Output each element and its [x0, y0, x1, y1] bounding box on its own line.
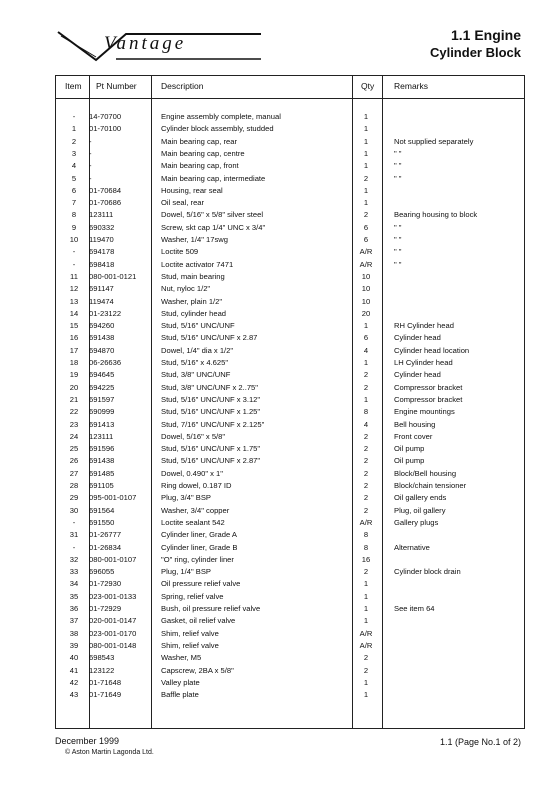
table-row — [56, 369, 524, 381]
table-row — [56, 283, 524, 295]
row-part-number: 01-72929 — [89, 604, 122, 613]
table-row — [56, 160, 524, 172]
row-item: - — [72, 247, 76, 257]
table-row — [56, 665, 524, 677]
row-item: - — [72, 517, 76, 527]
row-description: Stud, 5/16" UNC/UNF x 2.87" — [161, 456, 261, 466]
row-item: 13 — [69, 296, 79, 306]
column-header-item: Item — [65, 81, 82, 91]
row-part-number: 01-26777 — [89, 530, 122, 540]
row-description: Oil seal, rear — [161, 198, 205, 208]
row-remarks: " " — [394, 173, 402, 183]
row-part-number: 691147 — [89, 284, 114, 294]
row-item: 37 — [69, 616, 79, 626]
row-qty: 1 — [363, 394, 369, 404]
table-row — [56, 234, 524, 246]
table-row — [56, 394, 524, 406]
row-qty: 2 — [363, 468, 369, 478]
column-header-remarks: Remarks — [394, 81, 429, 91]
row-part-number: - — [89, 136, 92, 146]
row-remarks: RH Cylinder head — [394, 321, 454, 331]
row-description: Stud, cylinder head — [161, 308, 227, 318]
row-item: 9 — [71, 222, 77, 232]
row-qty: A/R — [359, 628, 373, 638]
column-header-description: Description — [161, 81, 204, 91]
row-part-number: 123111 — [89, 210, 114, 220]
table-row — [56, 480, 524, 492]
row-part-number: 691413 — [89, 419, 115, 429]
row-part-number: 080-001-0107 — [89, 554, 137, 564]
row-part-number: - — [89, 161, 92, 171]
table-row — [56, 554, 524, 566]
row-description: Stud, 5/16" UNC/UNF x 1.75" — [161, 444, 261, 454]
row-qty: 2 — [363, 444, 369, 454]
row-description: Stud, 5/16" UNC/UNF x 2.87 — [161, 333, 258, 343]
row-item: 22 — [69, 407, 79, 417]
table-row — [56, 173, 524, 185]
table-row — [56, 148, 524, 160]
row-qty: 8 — [363, 530, 369, 540]
row-description: Plug, 1/4" BSP — [161, 567, 211, 577]
row-part-number: 691564 — [89, 505, 115, 515]
row-part-number: - — [89, 148, 92, 158]
table-row — [56, 357, 524, 369]
row-description: Loctite activator 7471 — [161, 259, 234, 269]
table-row — [56, 431, 524, 443]
row-item: 24 — [69, 431, 79, 441]
row-part-number: 691438 — [89, 456, 115, 466]
row-description: Loctite sealant 542 — [161, 517, 225, 527]
table-row — [56, 492, 524, 504]
row-item: 5 — [71, 173, 77, 183]
row-item: - — [72, 542, 76, 552]
row-description: Washer, plain 1/2" — [161, 296, 223, 306]
row-qty: 4 — [363, 345, 369, 355]
row-remarks: " " — [394, 235, 402, 244]
table-row — [56, 259, 524, 271]
row-qty: 2 — [363, 210, 369, 220]
row-part-number: 694645 — [89, 370, 115, 380]
row-qty: 10 — [361, 296, 371, 306]
row-description: Gasket, oil relief valve — [161, 616, 236, 626]
row-remarks: Compressor bracket — [394, 394, 463, 404]
row-part-number: - — [89, 173, 92, 183]
row-item: 41 — [69, 665, 79, 675]
row-remarks: " " — [394, 161, 402, 171]
row-qty: 1 — [363, 690, 369, 700]
row-description: Nut, nyloc 1/2" — [161, 284, 211, 294]
row-part-number: 694260 — [89, 321, 115, 331]
row-item: 29 — [69, 493, 79, 503]
row-description: Main bearing cap, intermediate — [161, 173, 266, 183]
row-part-number: 694225 — [89, 382, 115, 392]
row-remarks: Front cover — [394, 431, 433, 441]
table-row — [56, 222, 524, 234]
row-description: Stud, 5/16" UNC/UNF — [161, 321, 235, 331]
row-description: Capscrew, 2BA x 5/8" — [161, 665, 234, 675]
row-part-number: 691485 — [89, 468, 115, 478]
table-row — [56, 628, 524, 640]
row-qty: 6 — [363, 235, 369, 244]
row-item: 38 — [69, 628, 79, 638]
row-qty: 2 — [363, 173, 369, 183]
row-remarks: Block/chain tensioner — [394, 481, 467, 490]
row-part-number: 698543 — [89, 653, 115, 663]
row-remarks: Not supplied separately — [394, 136, 474, 146]
row-item: 28 — [69, 481, 79, 490]
row-part-number: 080-001-0121 — [89, 271, 137, 281]
row-qty: A/R — [359, 259, 373, 269]
row-item: 18 — [69, 358, 79, 367]
row-qty: 1 — [363, 616, 369, 626]
table-row — [56, 185, 524, 197]
row-description: Shim, relief valve — [161, 640, 219, 650]
row-qty: 1 — [363, 112, 369, 121]
row-qty: A/R — [359, 640, 373, 650]
row-item: 19 — [69, 370, 79, 380]
row-qty: 2 — [363, 493, 369, 503]
row-description: Stud, main bearing — [161, 271, 225, 281]
table-row — [56, 332, 524, 344]
row-remarks: Oil pump — [394, 444, 425, 454]
row-qty: 2 — [363, 653, 369, 663]
table-row — [56, 419, 524, 431]
row-item: 16 — [69, 333, 79, 343]
row-part-number: 01-70100 — [89, 124, 122, 134]
row-description: Stud, 7/16" UNC/UNF x 2.125" — [161, 419, 265, 429]
row-item: 8 — [71, 210, 77, 220]
row-part-number: 694178 — [89, 247, 115, 257]
row-qty: 1 — [363, 591, 369, 601]
row-qty: A/R — [359, 247, 373, 257]
row-description: Cylinder block assembly, studded — [161, 124, 274, 134]
row-description: Cylinder liner, Grade A — [161, 530, 237, 540]
table-row — [56, 517, 524, 529]
table-row — [56, 123, 524, 135]
row-remarks: Engine mountings — [394, 407, 455, 417]
row-remarks: See item 64 — [394, 604, 435, 613]
row-remarks: Oil gallery ends — [394, 493, 447, 503]
row-item: 11 — [70, 271, 78, 281]
logo-text: Vantage — [104, 33, 187, 54]
row-item: 30 — [69, 505, 79, 515]
row-item: - — [72, 259, 76, 269]
table-row — [56, 111, 524, 123]
row-qty: 1 — [363, 161, 369, 171]
row-item: 39 — [69, 640, 79, 650]
row-qty: 2 — [363, 567, 369, 577]
table-row — [56, 136, 524, 148]
row-qty: 20 — [361, 308, 371, 318]
row-qty: 1 — [363, 136, 369, 146]
row-remarks: Cylinder head — [394, 333, 441, 343]
row-description: Oil pressure relief valve — [161, 579, 241, 589]
row-description: Bush, oil pressure relief valve — [161, 604, 261, 613]
row-part-number: 119470 — [89, 235, 114, 244]
row-qty: 2 — [363, 665, 369, 675]
row-qty: 1 — [363, 358, 369, 367]
table-row — [56, 677, 524, 689]
row-description: Washer, 3/4" copper — [161, 505, 230, 515]
row-part-number: 690332 — [89, 222, 115, 232]
row-part-number: 123111 — [89, 431, 114, 441]
row-part-number: 095-001-0107 — [89, 493, 137, 503]
row-description: Stud, 3/8" UNC/UNF — [161, 370, 231, 380]
row-item: 25 — [69, 444, 79, 454]
section-number: 1.1 Engine — [450, 27, 521, 43]
row-description: Dowel, 5/16" x 5/8" — [161, 431, 226, 441]
row-description: Spring, relief valve — [161, 591, 224, 601]
row-qty: 16 — [361, 554, 371, 564]
table-row — [56, 603, 524, 615]
row-remarks: LH Cylinder head — [394, 358, 453, 367]
row-part-number: 01-70686 — [89, 198, 122, 208]
row-description: Washer, M5 — [161, 653, 202, 663]
table-row — [56, 542, 524, 554]
table-row — [56, 578, 524, 590]
row-item: 32 — [69, 554, 79, 564]
row-description: Main bearing cap, centre — [161, 148, 245, 158]
row-description: Plug, 3/4" BSP — [161, 493, 211, 503]
row-item: 40 — [69, 653, 79, 663]
row-qty: 1 — [363, 148, 369, 158]
row-part-number: 06-26636 — [89, 358, 122, 367]
row-qty: 2 — [363, 431, 369, 441]
row-item: 35 — [69, 591, 79, 601]
row-description: Main bearing cap, front — [161, 161, 239, 171]
row-qty: A/R — [359, 517, 373, 527]
row-remarks: " " — [394, 222, 402, 232]
table-row — [56, 689, 524, 701]
footer-copyright: © Aston Martin Lagonda Ltd. — [65, 749, 154, 756]
row-item: 42 — [69, 677, 79, 687]
row-item: 26 — [69, 456, 79, 466]
table-row — [56, 652, 524, 664]
row-part-number: 023-001-0133 — [89, 591, 137, 601]
row-item: 10 — [69, 235, 79, 244]
row-part-number: 01-70684 — [89, 185, 122, 195]
table-header — [56, 76, 524, 99]
row-qty: 10 — [361, 271, 371, 281]
row-remarks: Alternative — [394, 542, 430, 552]
table-row — [56, 615, 524, 627]
row-description: Screw, skt cap 1/4" UNC x 3/4" — [161, 222, 266, 232]
row-description: Stud, 3/8" UNC/UNF x 2..75" — [161, 382, 258, 392]
row-description: "O" ring, cylinder liner — [161, 554, 234, 564]
row-item: 17 — [69, 345, 79, 355]
row-qty: 1 — [363, 677, 369, 687]
row-part-number: 691438 — [89, 333, 115, 343]
row-description: Dowel, 5/16" x 5/8" silver steel — [161, 210, 264, 220]
row-part-number: 696055 — [89, 567, 115, 577]
row-part-number: 123122 — [89, 665, 115, 675]
row-remarks: Cylinder block drain — [394, 567, 461, 577]
row-description: Dowel, 0.490" x 1" — [161, 468, 223, 478]
row-description: Ring dowel, 0.187 ID — [161, 481, 232, 490]
row-remarks: Oil pump — [394, 456, 425, 466]
row-part-number: 691597 — [89, 394, 115, 404]
row-description: Valley plate — [161, 677, 200, 687]
table-row — [56, 271, 524, 283]
row-description: Engine assembly complete, manual — [161, 112, 281, 121]
footer-left — [55, 736, 154, 758]
row-remarks: Gallery plugs — [394, 517, 439, 527]
row-description: Stud, 5/16" UNC/UNF x 1.25" — [161, 407, 261, 417]
row-part-number: 01-23122 — [89, 308, 122, 318]
row-part-number: 01-71648 — [89, 677, 122, 687]
row-part-number: 119474 — [89, 296, 114, 306]
row-qty: 2 — [363, 505, 369, 515]
row-item: 34 — [69, 579, 79, 589]
row-part-number: 020-001-0147 — [89, 616, 137, 626]
row-qty: 1 — [363, 579, 369, 589]
row-remarks: Cylinder head — [394, 370, 441, 380]
row-description: Washer, 1/4" 17swg — [161, 235, 228, 244]
row-qty: 1 — [363, 198, 369, 208]
table-row — [56, 468, 524, 480]
table-row — [56, 455, 524, 467]
row-description: Housing, rear seal — [161, 185, 223, 195]
row-description: Stud, 5/16" x 4.625" — [161, 358, 229, 367]
row-item: 3 — [71, 148, 77, 158]
row-remarks: " " — [394, 247, 402, 257]
table-row — [56, 505, 524, 517]
row-description: Baffle plate — [161, 690, 199, 700]
row-item: 43 — [69, 690, 79, 700]
table-row — [56, 308, 524, 320]
row-description: Main bearing cap, rear — [161, 136, 237, 146]
row-item: 4 — [71, 161, 77, 171]
table-row — [56, 296, 524, 308]
row-remarks: Plug, oil gallery — [394, 505, 446, 515]
table-row — [56, 406, 524, 418]
row-qty: 1 — [363, 321, 369, 331]
row-item: 31 — [69, 530, 79, 540]
row-item: 1 — [71, 124, 77, 134]
row-qty: 2 — [363, 370, 369, 380]
row-remarks: Compressor bracket — [394, 382, 463, 392]
table-row — [56, 566, 524, 578]
row-qty: 2 — [363, 382, 369, 392]
row-qty: 2 — [363, 481, 369, 490]
row-qty: 1 — [363, 185, 369, 195]
table-row — [56, 320, 524, 332]
table-row — [56, 382, 524, 394]
row-part-number: 694870 — [89, 345, 115, 355]
column-header-qty: Qty — [361, 81, 375, 91]
table-row — [56, 209, 524, 221]
row-qty: 8 — [363, 542, 369, 552]
table-row — [56, 246, 524, 258]
section-subtitle: Cylinder Block — [429, 45, 521, 60]
row-part-number: 691550 — [89, 517, 115, 527]
row-item: 14 — [69, 308, 79, 318]
parts-table — [55, 75, 525, 729]
row-description: Stud, 5/16" UNC/UNF x 3.12" — [161, 394, 261, 404]
row-remarks: Bell housing — [394, 419, 436, 429]
footer-date: December 1999 — [55, 736, 120, 746]
row-part-number: 14-70700 — [89, 112, 122, 121]
row-qty: 10 — [361, 284, 371, 294]
row-item: 27 — [69, 468, 79, 478]
row-description: Cylinder liner, Grade B — [161, 542, 238, 552]
row-item: 21 — [69, 394, 79, 404]
footer-page-number: 1.1 (Page No.1 of 2) — [439, 737, 521, 747]
row-part-number: 698418 — [89, 259, 115, 269]
row-item: 15 — [69, 321, 79, 331]
row-item: 36 — [69, 604, 79, 613]
row-remarks: " " — [394, 148, 402, 158]
row-part-number: 691105 — [89, 481, 114, 490]
row-description: Loctite 509 — [161, 247, 199, 257]
row-part-number: 080-001-0148 — [89, 640, 137, 650]
row-item: 2 — [71, 136, 77, 146]
row-remarks: Bearing housing to block — [394, 210, 478, 220]
row-part-number: 691596 — [89, 444, 115, 454]
column-header-part-number: Pt Number — [96, 81, 137, 91]
row-remarks: " " — [394, 259, 402, 269]
row-part-number: 690999 — [89, 407, 115, 417]
row-qty: 1 — [363, 124, 369, 134]
row-qty: 4 — [363, 419, 369, 429]
row-part-number: 01-71649 — [89, 690, 122, 700]
row-part-number: 01-26834 — [89, 542, 122, 552]
row-item: 7 — [71, 198, 77, 208]
row-item: 6 — [71, 185, 77, 195]
row-item: 23 — [69, 419, 79, 429]
row-item: 12 — [69, 284, 79, 294]
row-remarks: Cylinder head location — [394, 345, 470, 355]
row-remarks: Block/Bell housing — [394, 468, 457, 478]
row-qty: 8 — [363, 407, 369, 417]
table-row — [56, 640, 524, 652]
row-item: - — [72, 112, 76, 121]
row-part-number: 023-001-0170 — [89, 628, 137, 638]
row-qty: 1 — [363, 604, 369, 613]
row-item: 20 — [69, 382, 79, 392]
row-part-number: 01-72930 — [89, 579, 122, 589]
table-row — [56, 443, 524, 455]
section-title — [430, 27, 521, 61]
row-qty: 6 — [363, 222, 369, 232]
row-item: 33 — [69, 567, 79, 577]
table-row — [56, 197, 524, 209]
row-description: Shim, relief valve — [161, 628, 219, 638]
row-qty: 6 — [363, 333, 369, 343]
table-row — [56, 345, 524, 357]
row-qty: 2 — [363, 456, 369, 466]
table-row — [56, 529, 524, 541]
row-description: Dowel, 1/4" dia x 1/2" — [161, 345, 234, 355]
table-row — [56, 591, 524, 603]
